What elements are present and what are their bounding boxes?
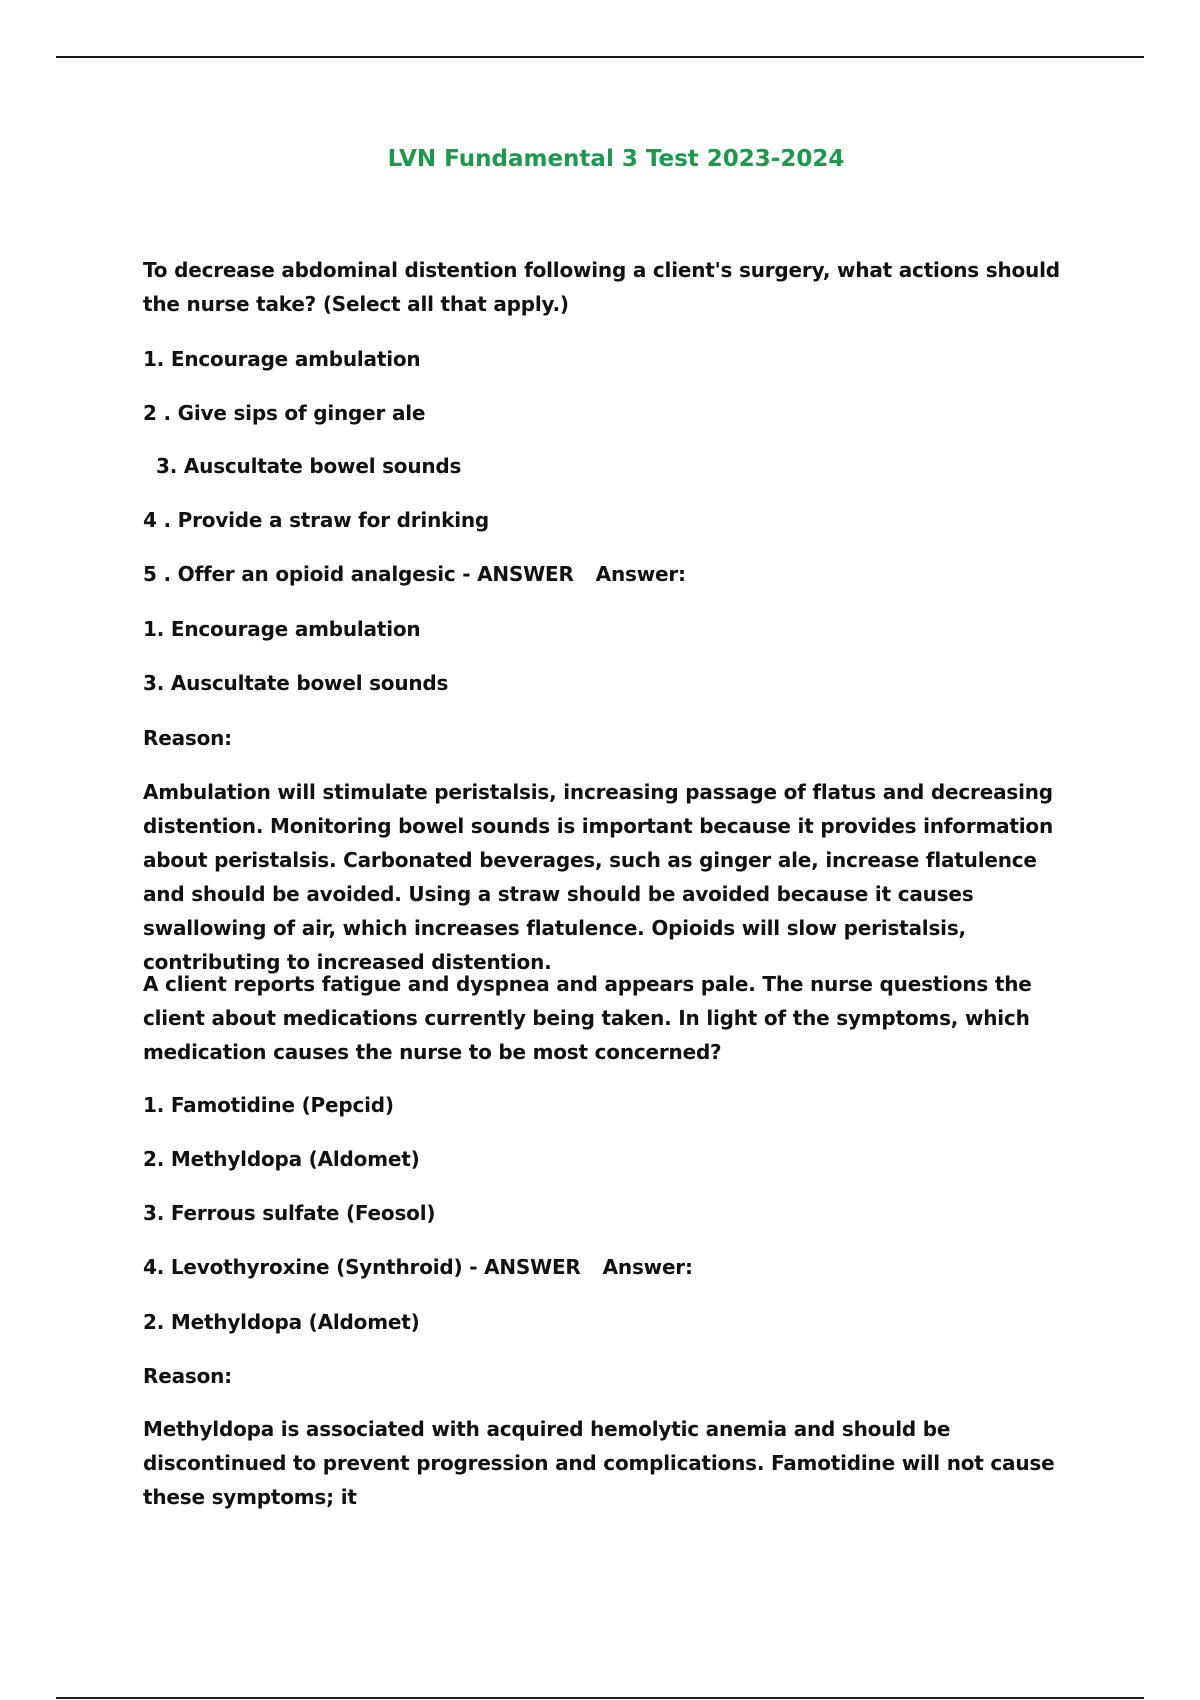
q1-option-5: 5 . Offer an opioid analgesic - ANSWER [143,562,574,586]
q1-option-5-line [143,557,686,591]
q1-answer-label: Answer: [595,562,686,586]
q2-option-2: 2. Methyldopa (Aldomet) [143,1147,420,1171]
q2-reason: Methyldopa is associated with acquired hemolytic anemia and should be discontinued to prevent progression and complications. Famotidine will not cause these symptoms; it [143,1417,1055,1509]
q1-reason: Ambulation will stimulate peristalsis, increasing passage of flatus and decreasing distention. Monitoring bowel sounds is important because it provides information about peristalsis. Carbonated beverages, such as ginger ale, increase flatulence and should be avoided. Using a straw should be avoided because it causes swallowing of air, which increases flatulence. Opioids will slow peristalsis, contributing to increased distention. [143,780,1054,974]
q2-answer-label: Answer: [602,1255,693,1279]
q2-option-4-line [143,1250,693,1284]
q1-option-3: 3. Auscultate bowel sounds [156,454,462,478]
q1-option-2: 2 . Give sips of ginger ale [143,401,426,425]
document-title: LVN Fundamental 3 Test 2023-2024 [387,146,845,172]
q1-answer-1: 1. Encourage ambulation [143,617,421,641]
q2-option-3: 3. Ferrous sulfate (Feosol) [143,1201,436,1225]
q1-reason-label: Reason: [143,726,232,750]
q2-question: A client reports fatigue and dyspnea and appears pale. The nurse questions the client about medications currently being taken. In light of the symptoms, which medication causes the nurse to be most concerned? [143,972,1032,1064]
q1-answer-2: 3. Auscultate bowel sounds [143,671,449,695]
q1-option-4: 4 . Provide a straw for drinking [143,508,490,532]
q2-option-1: 1. Famotidine (Pepcid) [143,1093,394,1117]
bottom-rule [56,1697,1144,1699]
q2-answer-1: 2. Methyldopa (Aldomet) [143,1310,420,1334]
q2-option-4: 4. Levothyroxine (Synthroid) - ANSWER [143,1255,581,1279]
q1-question: To decrease abdominal distention following a client's surgery, what actions should the nurse take? (Select all that apply.) [143,258,1060,316]
q1-option-1: 1. Encourage ambulation [143,347,421,371]
q2-reason-label: Reason: [143,1364,232,1388]
